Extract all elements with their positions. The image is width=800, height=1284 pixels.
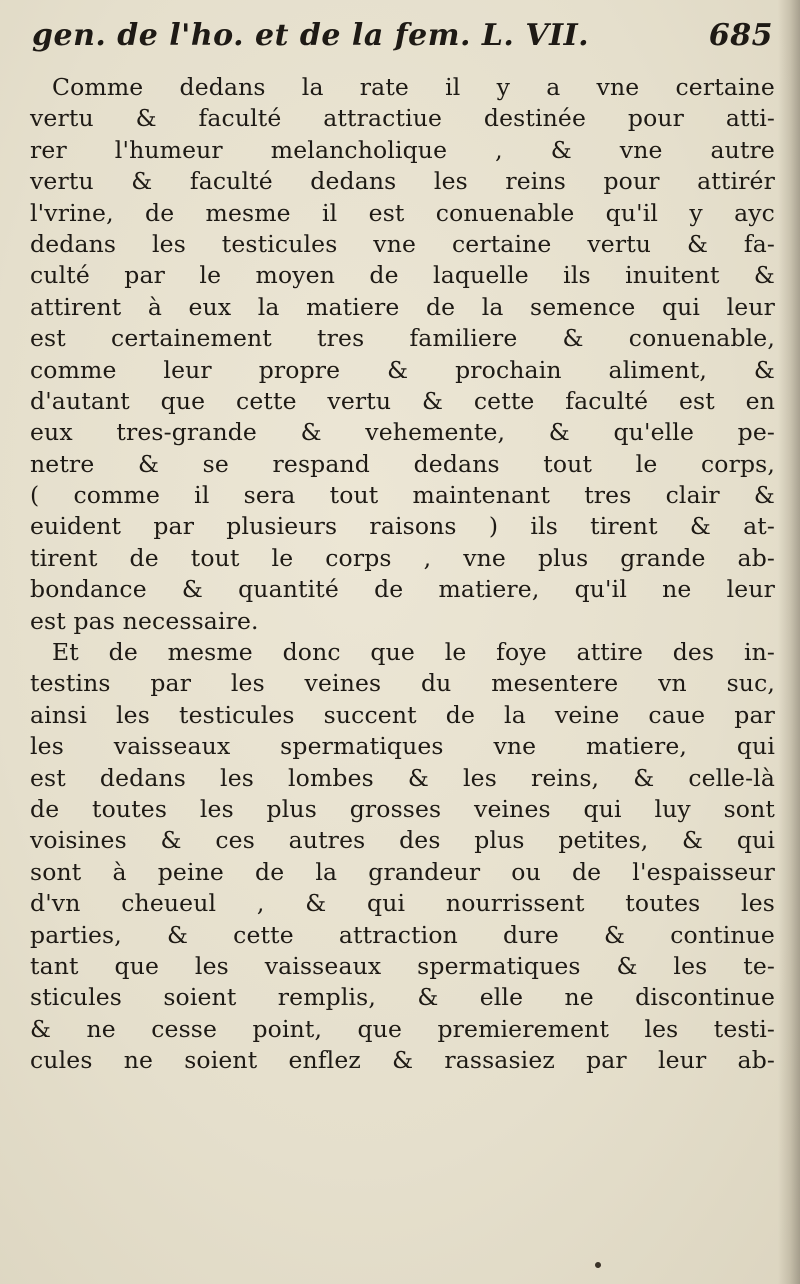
- text-line: eux tres-grande & vehemente, & qu'elle pe-: [30, 418, 775, 447]
- text-line: euident par plusieurs raisons ) ils tirent & at-: [30, 512, 775, 541]
- running-header: [30, 18, 775, 70]
- text-line: attirent à eux la matiere de la semence qui leur: [30, 292, 775, 321]
- running-title: gen. de l'ho. et de la fem. L. VII.: [32, 18, 590, 53]
- text-line: netre & se respand dedans tout le corps,: [30, 449, 775, 478]
- text-line: tant que les vaisseaux spermatiques & les te-: [30, 951, 775, 980]
- text-line: vertu & faculté dedans les reins pour attirér: [30, 167, 775, 196]
- text-line: ( comme il sera tout maintenant tres clair &: [30, 481, 775, 510]
- text-line: les vaisseaux spermatiques vne matiere, qui: [30, 732, 775, 761]
- text-line: de toutes les plus grosses veines qui luy sont: [30, 794, 775, 823]
- text-line: Comme dedans la rate il y a vne certaine: [52, 73, 775, 101]
- text-line: d'vn cheueul , & qui nourrissent toutes les: [30, 889, 775, 918]
- text-line: & ne cesse point, que premierement les testi-: [30, 1014, 775, 1043]
- text-line: rer l'humeur melancholique , & vne autre: [30, 135, 775, 164]
- text-line: d'autant que cette vertu & cette faculté est en: [30, 386, 775, 415]
- page-edge-shadow: [778, 0, 800, 1284]
- text-line: ainsi les testicules succent de la veine caue par: [30, 700, 775, 729]
- text-line: sticules soient remplis, & elle ne discontinue: [30, 983, 775, 1012]
- text-line: est dedans les lombes & les reins, & celle-là: [30, 763, 775, 792]
- text-line: parties, & cette attraction dure & continue: [30, 920, 775, 949]
- text-line: sont à peine de la grandeur ou de l'espaisseur: [30, 857, 775, 886]
- text-line: comme leur propre & prochain aliment, &: [30, 355, 775, 384]
- text-line: dedans les testicules vne certaine vertu & fa-: [30, 229, 775, 258]
- text-line: vertu & faculté attractiue destinée pour atti-: [30, 104, 775, 133]
- text-line: cules ne soient enflez & rassasiez par leur ab-: [30, 1046, 775, 1075]
- text-line: voisines & ces autres des plus petites, & qui: [30, 826, 775, 855]
- ink-speck: [594, 1261, 602, 1269]
- text-line: Et de mesme donc que le foye attire des in-: [52, 638, 775, 667]
- page-number: 685: [708, 18, 773, 53]
- text-line: est certainement tres familiere & conuenable,: [30, 324, 775, 353]
- text-block: [30, 18, 775, 1077]
- text-line: bondance & quantité de matiere, qu'il ne leur: [30, 575, 775, 604]
- text-line: culté par le moyen de laquelle ils inuitent &: [30, 261, 775, 290]
- text-line: testins par les veines du mesentere vn suc,: [30, 669, 775, 698]
- text-line: l'vrine, de mesme il est conuenable qu'il y ayc: [30, 198, 775, 227]
- text-line: tirent de tout le corps , vne plus grande ab-: [30, 543, 775, 572]
- text-line: est pas necessaire.: [30, 606, 259, 635]
